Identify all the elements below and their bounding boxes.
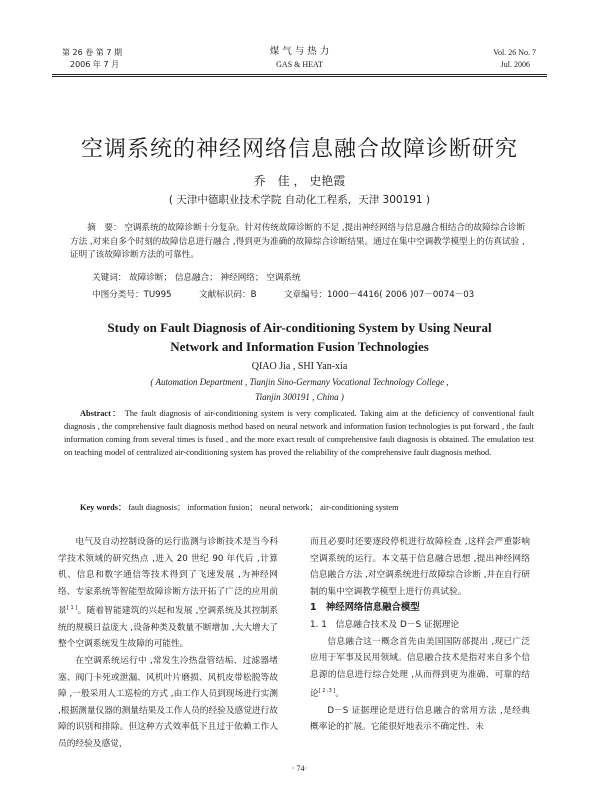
authors-en: QIAO Jia , SHI Yan-xia (251, 361, 348, 372)
body-column-right (310, 534, 530, 736)
authors-cn: 乔 佳 ， 史艳霞 (253, 174, 346, 188)
section-heading-1: 1 神经网络信息融合模型 (310, 602, 420, 614)
header-volume-cn: 第 26 卷 第 7 期 (62, 48, 122, 57)
abstract-cn-label: 摘 要： (87, 223, 122, 233)
journal-name-cn: 煤 气 与 热 力 (269, 46, 330, 57)
keywords-cn-label: 关键词： (92, 273, 127, 283)
abstract-cn-text: 空调系统的故障诊断十分复杂。针对传统故障诊断的不足 ,提出神经网络与信息融合相结合的故障综合诊断方法 ,对来自多个时刻的故障信息进行融合 ,得到更为准确的故障综合诊断结果。通过在集中空调教学模型上的仿真试验 ,证明了该故障诊断方法的可靠性。 (70, 223, 526, 260)
keywords-en-label: Key words： (80, 503, 127, 512)
header-rule (52, 74, 547, 75)
affiliation-en-line2: Tianjin 300191 , China ) (255, 392, 344, 402)
body-left-paragraph-2: 在空调系统运行中 ,常发生冷热盘管结垢、过滤器堵塞、阀门卡死或泄漏、风机叶片磨损、风机皮带松脱等故障 ,一般采用人工巡检的方式 ,由工作人员到现场进行实测 ,根据测量仪器的测量结果及工作人员的经验及感觉进行故障的识别和排除。但这种方式效率低下且过于依赖工作人员的经验及感觉， (58, 656, 278, 750)
keywords-en (80, 501, 399, 513)
citation-1: [ 1 ] (66, 605, 78, 612)
page-number: · 74· (291, 764, 308, 773)
section-heading-1-1: 1. 1 信息融合技术及 D－S 证据理论 (310, 619, 460, 630)
affiliation-cn: ( 天津中德职业技术学院 自动化工程系，天津 300191 ) (168, 194, 431, 206)
affiliation-en-line1: ( Automation Department , Tianjin Sino-Germany Vocational Technology College , (150, 377, 449, 387)
clc-value: TU995 (143, 290, 172, 300)
paper-title-cn: 空调系统的神经网络信息融合故障诊断研究 (80, 137, 518, 162)
citation-2-3: [ 2 ,3 ] (318, 688, 336, 695)
doc-code-label: 文献标识码： (199, 290, 251, 300)
header-date-en: Jul. 2006 (500, 60, 530, 69)
classification-line (92, 288, 474, 300)
abstract-en (64, 407, 534, 459)
keywords-cn-text: 故障诊断； 信息融合； 神经网络； 空调系统 (129, 273, 301, 283)
article-no-label: 文章编号： (283, 290, 327, 300)
clc-label: 中图分类号： (92, 290, 144, 300)
body-right-paragraph-2: 信息融合这一概念首先由美国国防部提出 ,现已广泛应用于军事及民用领域。信息融合技术是指对来自多个信息源的信息进行综合处理 ,从而得到更为准确、可靠的结论[ 2 ,3 ]。 (310, 636, 530, 700)
paper-title-en-line2: Network and Information Fusion Technologies (170, 339, 429, 354)
keywords-cn (92, 271, 301, 283)
header-rule-double (52, 76, 547, 77)
keywords-en-text: fault diagnosis； information fusion； neural network； air-conditioning system (128, 503, 399, 512)
article-no-value: 1000－4416( 2006 )07－0074－03 (326, 290, 475, 300)
abstract-en-text: The fault diagnosis of air-conditioning system is very complicated. Taking aim at the deficiency of conventional fault diagnosis , the comprehensive fault diagnosis method based on neural network and information fusion technologies is put forward , the fault information coming from several times is fused , and the more exact result of comprehensive fault diagnosis is obtained. The emulation test on teaching model of centralized air-conditioning system has proved the reliability of the comprehensive fault diagnosis method. (64, 409, 534, 457)
body-right-paragraph-3: D－S 证据理论是进行信息融合的常用方法 ,是经典概率论的扩展。它能很好地表示不确定性、未 (310, 705, 530, 733)
header-date-cn: 2006 年 7 月 (70, 60, 120, 69)
journal-name-en: GAS & HEAT (276, 60, 323, 69)
paper-title-en-line1: Study on Fault Diagnosis of Air-conditioning System by Using Neural (107, 320, 492, 335)
header-volume-en: Vol. 26 No. 7 (493, 48, 536, 57)
body-column-left (58, 534, 278, 753)
doc-code-value: B (250, 290, 257, 300)
abstract-cn (70, 222, 530, 263)
abstract-en-label: Abstract： (80, 409, 122, 418)
paper-title-en (0, 318, 599, 356)
body-right-paragraph-1: 而且必要时还要逐段停机进行故障检查 ,这样会严重影响空调系统的运行。本文基于信息融合思想 ,提出神经网络信息融合方法 ,对空调系统进行故障综合诊断 ,并在自行研制的集中空调教学模型上进行仿真试验。 (310, 537, 530, 597)
body-left-paragraph-1: 电气及自动控制设备的运行监测与诊断技术是当今科学技术领域的研究热点 ,进入 20 世纪 90 年代后 ,计算机、信息和数字通信等技术得到了飞速发展 ,为神经网络、专家系统等智能型故障诊断方法开拓了广泛的应用前景[ 1 ]。随着智能建筑的兴起和发展 ,空调系统及其控制系统的规模日益庞大 ,设备种类及数量不断增加 ,大大增大了整个空调系统发生故障的可能性。 (58, 537, 279, 650)
